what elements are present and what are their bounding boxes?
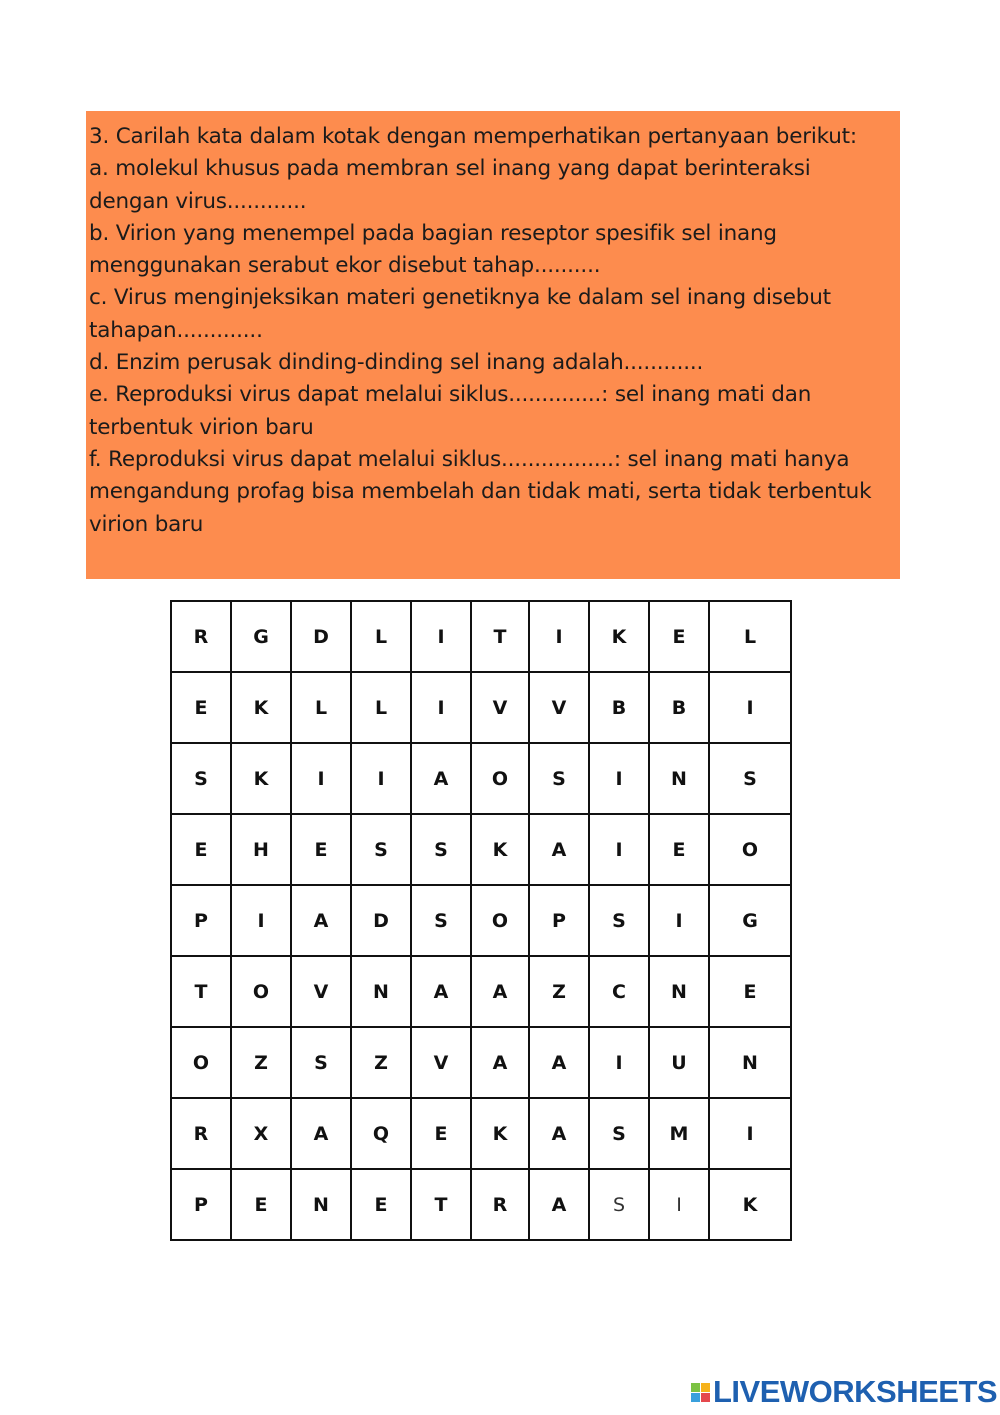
- grid-cell[interactable]: B: [649, 672, 709, 743]
- grid-cell[interactable]: E: [351, 1169, 411, 1240]
- grid-row: [171, 1027, 791, 1098]
- grid-cell[interactable]: A: [411, 743, 471, 814]
- grid-cell[interactable]: D: [291, 601, 351, 672]
- grid-cell[interactable]: A: [529, 814, 589, 885]
- grid-cell[interactable]: E: [171, 814, 231, 885]
- grid-row: [171, 601, 791, 672]
- grid-cell[interactable]: I: [589, 814, 649, 885]
- grid-cell[interactable]: N: [351, 956, 411, 1027]
- grid-cell[interactable]: A: [411, 956, 471, 1027]
- grid-cell[interactable]: Z: [351, 1027, 411, 1098]
- grid-cell[interactable]: S: [589, 885, 649, 956]
- grid-cell[interactable]: I: [291, 743, 351, 814]
- grid-cell[interactable]: A: [291, 1098, 351, 1169]
- grid-cell[interactable]: U: [649, 1027, 709, 1098]
- grid-cell[interactable]: L: [351, 672, 411, 743]
- grid-cell[interactable]: I: [231, 885, 291, 956]
- grid-cell[interactable]: Z: [529, 956, 589, 1027]
- grid-cell[interactable]: E: [291, 814, 351, 885]
- grid-cell[interactable]: Q: [351, 1098, 411, 1169]
- grid-cell[interactable]: K: [471, 814, 529, 885]
- grid-cell[interactable]: I: [589, 1027, 649, 1098]
- grid-cell[interactable]: K: [471, 1098, 529, 1169]
- grid-cell[interactable]: O: [171, 1027, 231, 1098]
- grid-cell[interactable]: E: [709, 956, 791, 1027]
- grid-cell[interactable]: O: [471, 885, 529, 956]
- grid-cell[interactable]: T: [471, 601, 529, 672]
- grid-row: [171, 672, 791, 743]
- grid-cell[interactable]: A: [529, 1098, 589, 1169]
- grid-cell[interactable]: E: [411, 1098, 471, 1169]
- grid-cell[interactable]: V: [291, 956, 351, 1027]
- grid-cell[interactable]: K: [231, 672, 291, 743]
- grid-cell[interactable]: V: [411, 1027, 471, 1098]
- grid-cell[interactable]: A: [471, 1027, 529, 1098]
- grid-cell[interactable]: S: [351, 814, 411, 885]
- grid-cell[interactable]: L: [351, 601, 411, 672]
- grid-cell[interactable]: G: [231, 601, 291, 672]
- grid-cell[interactable]: V: [529, 672, 589, 743]
- grid-cell[interactable]: S: [411, 885, 471, 956]
- question-item-f: f. Reproduksi virus dapat melalui siklus.................: sel inang mati hanya mengandung profag bisa membelah dan tidak mati, serta tidak terbentuk virion baru: [89, 446, 872, 537]
- grid-cell[interactable]: B: [589, 672, 649, 743]
- grid-row: [171, 956, 791, 1027]
- grid-cell[interactable]: C: [589, 956, 649, 1027]
- grid-cell[interactable]: Z: [231, 1027, 291, 1098]
- grid-cell[interactable]: M: [649, 1098, 709, 1169]
- grid-row: [171, 1169, 791, 1240]
- grid-row: [171, 814, 791, 885]
- grid-cell[interactable]: K: [709, 1169, 791, 1240]
- liveworksheets-logo: [691, 1374, 997, 1410]
- grid-cell[interactable]: I: [411, 672, 471, 743]
- question-box: [86, 111, 900, 579]
- grid-row: [171, 743, 791, 814]
- grid-cell[interactable]: I: [529, 601, 589, 672]
- grid-cell[interactable]: R: [171, 1098, 231, 1169]
- grid-cell[interactable]: A: [471, 956, 529, 1027]
- grid-cell[interactable]: N: [709, 1027, 791, 1098]
- grid-cell[interactable]: K: [589, 601, 649, 672]
- grid-cell[interactable]: N: [291, 1169, 351, 1240]
- grid-cell[interactable]: R: [171, 601, 231, 672]
- grid-cell[interactable]: S: [171, 743, 231, 814]
- grid-cell[interactable]: L: [709, 601, 791, 672]
- grid-cell[interactable]: X: [231, 1098, 291, 1169]
- grid-cell[interactable]: E: [649, 601, 709, 672]
- grid-cell[interactable]: D: [351, 885, 411, 956]
- grid-cell[interactable]: S: [589, 1098, 649, 1169]
- grid-cell[interactable]: I: [649, 1169, 709, 1240]
- grid-cell[interactable]: R: [471, 1169, 529, 1240]
- grid-cell[interactable]: V: [471, 672, 529, 743]
- grid-cell[interactable]: I: [709, 672, 791, 743]
- grid-cell[interactable]: S: [529, 743, 589, 814]
- grid-cell[interactable]: E: [171, 672, 231, 743]
- grid-cell[interactable]: K: [231, 743, 291, 814]
- grid-cell[interactable]: O: [709, 814, 791, 885]
- grid-cell[interactable]: P: [171, 1169, 231, 1240]
- grid-cell[interactable]: I: [649, 885, 709, 956]
- grid-cell[interactable]: E: [649, 814, 709, 885]
- grid-cell[interactable]: S: [589, 1169, 649, 1240]
- grid-cell[interactable]: I: [411, 601, 471, 672]
- grid-cell[interactable]: L: [291, 672, 351, 743]
- grid-cell[interactable]: N: [649, 743, 709, 814]
- question-title: 3. Carilah kata dalam kotak dengan memperhatikan pertanyaan berikut:: [89, 124, 857, 149]
- grid-cell[interactable]: S: [709, 743, 791, 814]
- grid-cell[interactable]: O: [231, 956, 291, 1027]
- grid-cell[interactable]: N: [649, 956, 709, 1027]
- grid-cell[interactable]: S: [291, 1027, 351, 1098]
- grid-cell[interactable]: I: [351, 743, 411, 814]
- grid-cell[interactable]: S: [411, 814, 471, 885]
- grid-cell[interactable]: T: [171, 956, 231, 1027]
- grid-cell[interactable]: H: [231, 814, 291, 885]
- grid-cell[interactable]: I: [589, 743, 649, 814]
- word-search-grid: [170, 600, 792, 1241]
- grid-cell[interactable]: A: [529, 1169, 589, 1240]
- grid-cell[interactable]: P: [529, 885, 589, 956]
- question-item-b: b. Virion yang menempel pada bagian reseptor spesifik sel inang menggunakan serabut ekor disebut tahap..........: [89, 220, 777, 279]
- grid-cell[interactable]: A: [529, 1027, 589, 1098]
- grid-row: [171, 1098, 791, 1169]
- question-item-e: e. Reproduksi virus dapat melalui siklus..............: sel inang mati dan terbentuk virion baru: [89, 382, 812, 440]
- grid-cell[interactable]: G: [709, 885, 791, 956]
- question-item-d: d. Enzim perusak dinding-dinding sel inang adalah............: [89, 350, 704, 376]
- grid-cell[interactable]: E: [231, 1169, 291, 1240]
- grid-row: [171, 885, 791, 956]
- question-item-c: c. Virus menginjeksikan materi genetiknya ke dalam sel inang disebut tahapan.............: [89, 285, 831, 343]
- grid-cell[interactable]: I: [709, 1098, 791, 1169]
- grid-cell[interactable]: T: [411, 1169, 471, 1240]
- question-item-a: a. molekul khusus pada membran sel inang yang dapat berinteraksi dengan virus............: [89, 156, 811, 214]
- liveworksheets-logo-icon: [691, 1383, 710, 1402]
- grid-cell[interactable]: A: [291, 885, 351, 956]
- grid-cell[interactable]: O: [471, 743, 529, 814]
- logo-text: LIVEWORKSHEETS: [713, 1374, 998, 1409]
- grid-cell[interactable]: P: [171, 885, 231, 956]
